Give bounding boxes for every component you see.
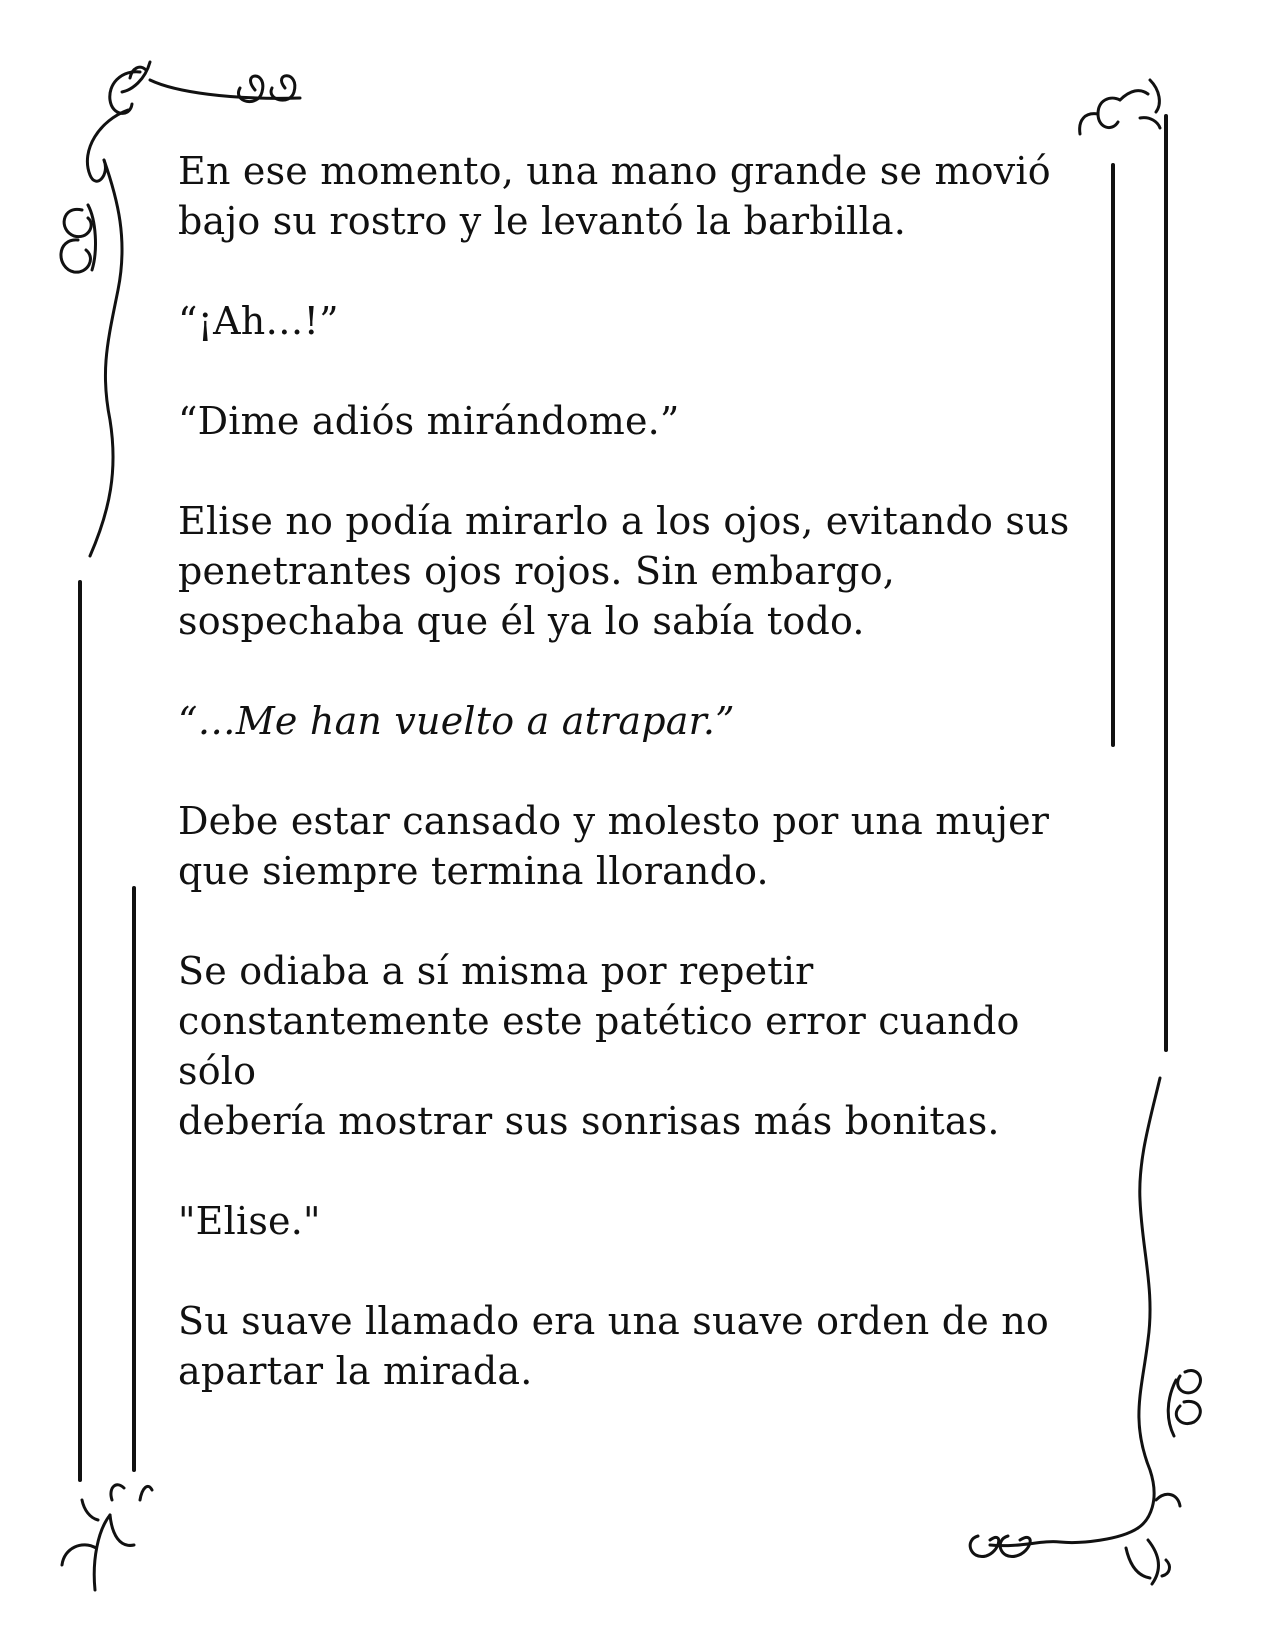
paragraph-8: "Elise." <box>178 1199 321 1243</box>
paragraph-7: Se odiaba a sí misma por repetir constantemente este patético error cuando sólo debería mostrar sus sonrisas más bonitas. <box>178 949 1020 1143</box>
paragraph-3: “Dime adiós mirándome.” <box>178 399 680 443</box>
paragraph-1: En ese momento, una mano grande se movió bajo su rostro y le levantó la barbilla. <box>178 149 1051 243</box>
paragraph-2: “¡Ah…!” <box>178 299 339 343</box>
story-text <box>178 146 1098 1396</box>
paragraph-6: Debe estar cansado y molesto por una mujer que siempre termina llorando. <box>178 799 1050 893</box>
top-right-flourish-icon <box>1080 80 1160 134</box>
paragraph-9: Su suave llamado era una suave orden de no apartar la mirada. <box>178 1299 1049 1393</box>
paragraph-4: Elise no podía mirarlo a los ojos, evitando sus penetrantes ojos rojos. Sin embargo, sospechaba que él ya lo sabía todo. <box>178 499 1070 643</box>
bottom-left-flourish-icon <box>62 1485 152 1590</box>
paragraph-5-italic-thought: “…Me han vuelto a atrapar.” <box>178 699 735 743</box>
